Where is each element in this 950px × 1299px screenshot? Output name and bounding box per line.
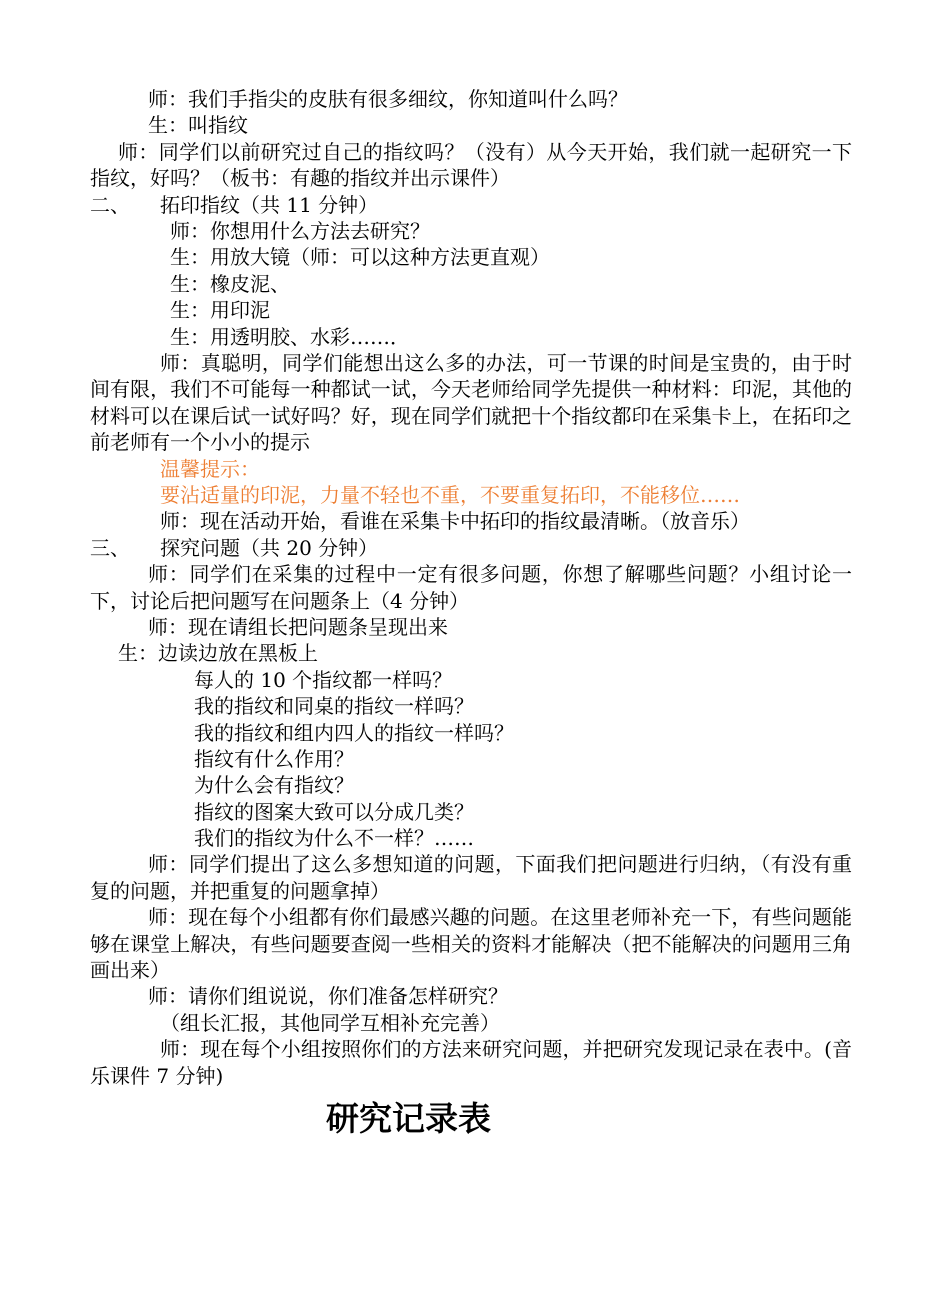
dialogue-line: 生：叫指纹 — [148, 113, 248, 138]
question-item: 每人的 10 个指纹都一样吗？ — [194, 667, 453, 692]
section-title: 探究问题（共 20 分钟） — [160, 535, 379, 560]
document-page — [90, 86, 852, 1139]
question-item: 指纹的图案大致可以分成几类？ — [194, 799, 474, 824]
dialogue-line: 生：用透明胶、水彩……． — [170, 324, 410, 349]
dialogue-line: 师：现在活动开始，看谁在采集卡中拓印的指纹最清晰。（放音乐） — [160, 509, 750, 534]
dialogue-paragraph: 师：真聪明，同学们能想出这么多的办法，可一节课的时间是宝贵的，由于时间有限，我们不可能每一种都试一试，今天老师给同学先提供一种材料：印泥，其他的材料可以在课后试一试好吗？好，现在同学们就把十个指纹都印在采集卡上，在拓印之前老师有一个小小的提示 — [90, 350, 852, 455]
dialogue-line: 师：我们手指尖的皮肤有很多细纹，你知道叫什么吗？ — [148, 87, 628, 111]
dialogue-line: 生：用放大镜（师：可以这种方法更直观） — [170, 245, 550, 270]
section-title: 拓印指纹（共 11 分钟） — [160, 192, 379, 217]
section-number: 二、 — [90, 192, 130, 217]
dialogue-paragraph: 师：同学们提出了这么多想知道的问题，下面我们把问题进行归纳，（有没有重复的问题，并把重复的问题拿掉） — [90, 852, 852, 903]
question-item: 为什么会有指纹？ — [194, 773, 354, 798]
question-item: 我的指纹和组内四人的指纹一样吗？ — [194, 720, 514, 745]
question-item: 指纹有什么作用？ — [194, 746, 354, 771]
section-heading-3 — [90, 535, 852, 561]
dialogue-line: 生：用印泥 — [170, 298, 270, 323]
dialogue-line: 生：边读边放在黑板上 — [118, 641, 318, 666]
dialogue-line: 师：你想用什么方法去研究？ — [170, 218, 430, 243]
dialogue-paragraph: 师：现在每个小组都有你们最感兴趣的问题。在这里老师补充一下，有些问题能够在课堂上解决，有些问题要查阅一些相关的资料才能解决（把不能解决的问题用三角画出来） — [90, 905, 852, 983]
table-title: 研究记录表 — [326, 1099, 491, 1139]
dialogue-line: 师：现在请组长把问题条呈现出来 — [148, 614, 448, 639]
dialogue-line: （组长汇报，其他同学互相补充完善） — [160, 1010, 500, 1035]
dialogue-paragraph: 师：同学们在采集的过程中一定有很多问题，你想了解哪些问题？小组讨论一下，讨论后把问题写在问题条上（4 分钟） — [90, 562, 852, 613]
section-heading-2 — [90, 192, 852, 218]
section-number: 三、 — [90, 535, 130, 560]
dialogue-line: 师：请你们组说说，你们准备怎样研究？ — [148, 984, 508, 1009]
dialogue-line: 生：橡皮泥、 — [170, 271, 290, 296]
tip-body: 要沾适量的印泥，力量不轻也不重，不要重复拓印，不能移位…… — [160, 482, 740, 507]
question-item: 我们的指纹为什么不一样？…… — [194, 826, 474, 851]
question-item: 我的指纹和同桌的指纹一样吗？ — [194, 694, 474, 719]
dialogue-paragraph: 师：现在每个小组按照你们的方法来研究问题，并把研究发现记录在表中。(音乐课件 7 分钟) — [90, 1037, 852, 1088]
dialogue-paragraph: 师：同学们以前研究过自己的指纹吗？（没有）从今天开始，我们就一起研究一下指纹，好吗？（板书：有趣的指纹并出示课件） — [90, 139, 852, 191]
tip-title: 温馨提示： — [160, 456, 260, 481]
